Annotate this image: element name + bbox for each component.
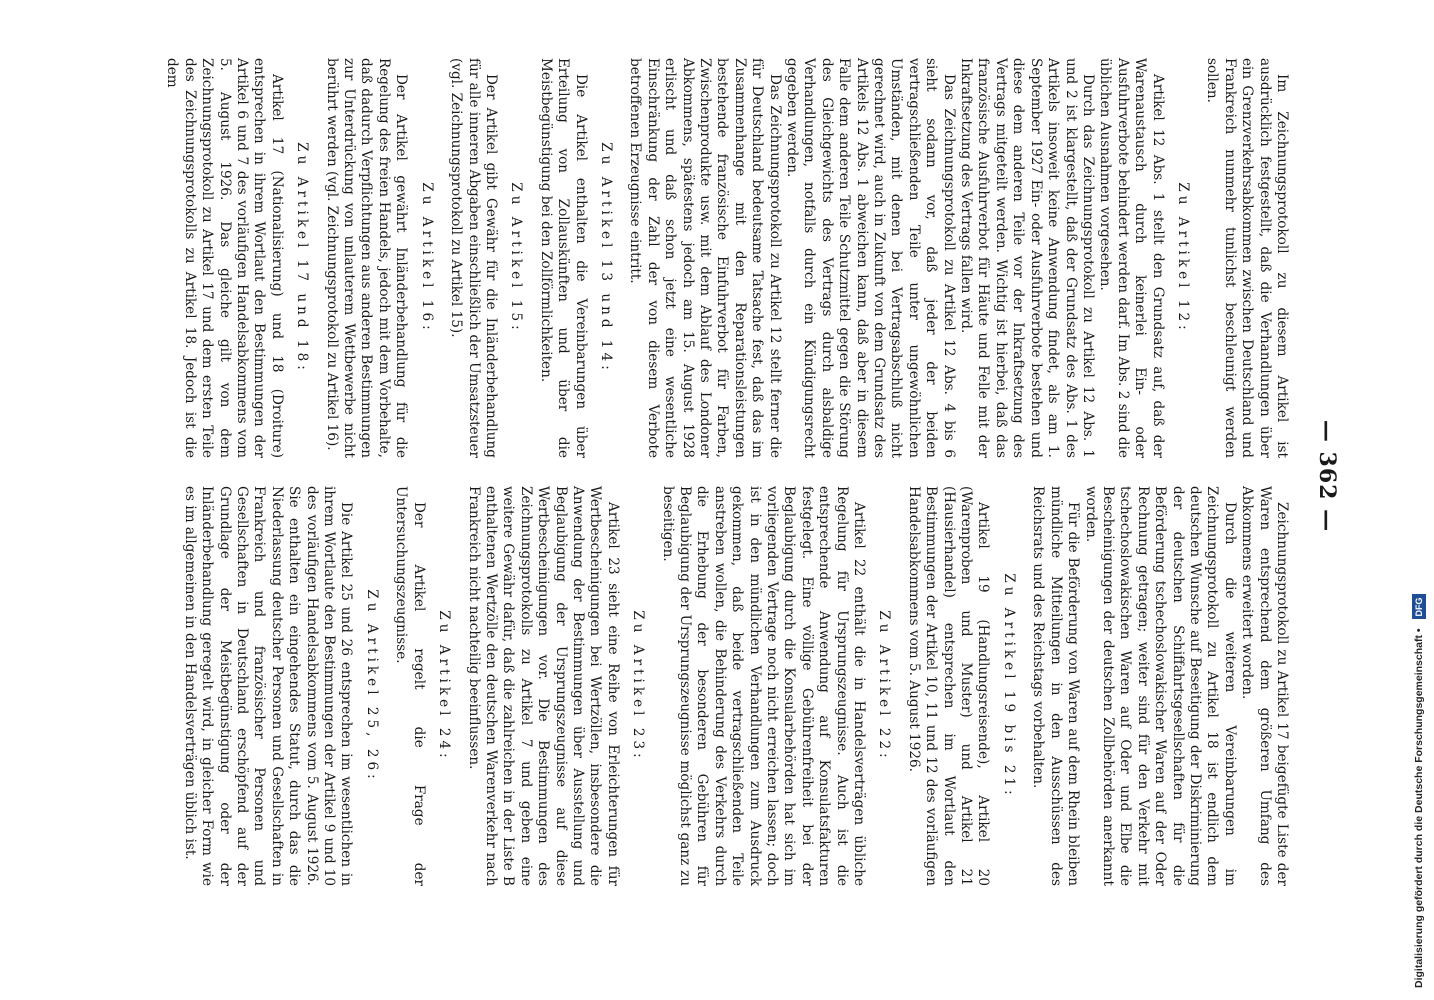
section-heading: Zu Artikel 13 und 14: <box>597 142 614 374</box>
section-heading: Zu Artikel 22: <box>876 610 893 762</box>
paragraph: Der Artikel regelt die Frage der Untersuchungszeugnisse. <box>393 486 427 886</box>
document-page <box>130 46 1360 906</box>
paragraph: Der Artikel gibt Gewähr für die Inländerbehandlung für alle inneren Abgaben einschließlich der Umsatzsteuer (vgl. Zeichnungsprotokoll zu Artikel 15). <box>448 58 499 458</box>
paragraph: Durch die weiteren Vereinbarungen im Zeichnungsprotokoll zu Artikel 18 ist endlich dem deutschen Wunsche auf Beseitigung der Diskriminierung der deutschen Schiffahrtsgesellschaften für die Beförderung tschechoslowakischer Waren auf der Oder Rechnung getragen; weiter sind für den Verkehr mit tschechoslowakischen Waren auf Oder und Elbe die Bescheinigungen der deutschen Zollbehörden anerkannt worden. <box>1082 486 1238 886</box>
paragraph: Das Zeichnungsprotokoll zu Artikel 12 stellt ferner die für Deutschland bedeutsame Tatsache fest, daß das im Zusammenhange mit den Reparationsleistungen bestehende französische Einfuhrverbot für Farben, Zwischenprodukte usw. mit dem Ablauf des Londoner Abkommens, spätestens jedoch am 15. August 1928 erlischt und daß schon jetzt eine wesentliche Einschränkung der Zahl der von diesem Verbote betroffenen Erzeugnisse eintritt. <box>627 58 783 458</box>
right-column <box>180 486 1290 886</box>
paragraph: Artikel 22 enthält die in Handelsverträgen übliche Regelung für Ursprungszeugnisse. Auch ist die entsprechende Anwendung auf Konsulatsfakturen festgelegt. Eine völlige Gebührenfreiheit bei der Beglaubigung durch die Konsularbehörden hat sich im vorliegenden Vertrage noch nicht erreichen lassen; doch ist in den mündlichen Verhandlungen zum Ausdruck gekommen, daß beide vertragschließenden Teile anstreben wollen, die Behinderung des Verkehrs durch die Erhebung der besonderen Gebühren für Beglaubigung der Ursprungszeugnisse möglichst ganz zu beseitigen. <box>659 486 868 886</box>
dfg-logo-icon: DFG <box>1412 595 1426 620</box>
section-heading: Zu Artikel 15: <box>508 182 525 334</box>
section-heading: Zu Artikel 12: <box>1174 182 1191 334</box>
section-heading: Zu Artikel 25, 26: <box>363 589 380 783</box>
dfg-watermark <box>1410 8 1428 994</box>
left-column <box>163 58 1290 458</box>
paragraph: Der Artikel gewährt Inländerbehandlung für die Regelung des freien Handels, jedoch mit dem Vorbehalte, daß dadurch Verpflichtungen aus anderen Bestimmungen zur Unterdrückung von unlauterem Wettbewerbe nicht berührt werden (vgl. Zeichnungsprotokoll zu Artikel 16). <box>323 58 410 458</box>
section-heading: Zu Artikel 23: <box>630 610 647 762</box>
paragraph: Für die Beförderung von Waren auf dem Rhein bleiben mündliche Mitteilungen in den Ausschüssen des Reichsrats und des Reichstags vorbehalten. <box>1030 486 1082 886</box>
paragraph: Artikel 23 sieht eine Reihe von Erleichterungen für Wertbescheinigungen bei Wertzöllen, insbesondere die Anwendung der Bestimmungen über Ausstellung und Beglaubigung der Ursprungszeugnisse auf diese Wertbescheinigungen vor. Die Bestimmungen des Zeichnungsprotokolls zu Artikel 7 und geben eine weitere Gewähr dafür, daß die zahlreichen in der Liste B enthaltenen Wertzölle den deutschen Warenverkehr nach Frankreich nicht nachteilig beeinflussen. <box>465 486 621 886</box>
section-heading: Zu Artikel 19 bis 21: <box>1000 573 1017 799</box>
paragraph: Artikel 17 (Nationalisierung) und 18 (Droiture) entsprechen in ihrem Wortlaut den Bestimmungen der Artikel 6 und 7 des vorläufigen Handelsabkommens vom 5. August 1926. Das gleiche gilt von dem Zeichnungsprotokoll zu Artikel 17 und dem ersten Teile des Zeichnungsprotokolls zu Artikel 18. Jedoch ist die dem <box>164 58 285 458</box>
watermark-line <box>1410 2 1428 994</box>
paragraph: Durch das Zeichnungsprotokoll zu Artikel 12 Abs. 1 und 2 ist klargestellt, daß der Grundsatz des Abs. 1 des Artikels insoweit keine Anwendung findet, als am 1. September 1927 Ein- oder Ausfuhrverbote bestehen und diese dem anderen Teile vor der Inkraftsetzung des Vertrags mitgeteilt werden. Wichtig ist hierbei, daß das französische Ausfuhrverbot für Häute und Felle mit der Inkraftsetzung des Vertrags fallen wird. <box>958 58 1096 458</box>
page-number: — 362 — <box>1314 419 1340 533</box>
paragraph: Die Artikel enthalten die Vereinbarungen über Erteilung von Zollauskünften und über die Meistbegünstigung bei den Zollförmlichkeiten. <box>537 58 589 458</box>
paragraph: Im Zeichnungsprotokoll zu diesem Artikel ist ausdrücklich festgestellt, daß die Verhandlungen über ein Grenzverkehrsabkommen zwischen Deutschland und Frankreich nunmehr tunlichst beschleunigt werden sollen. <box>1204 58 1290 458</box>
paragraph: Die Artikel 25 und 26 entsprechen im wesentlichen in ihrem Wortlaute den Bestimmungen der Artikel 9 und 10 des vorläufigen Handelsabkommens vom 5. August 1926. Sie enthalten ein eingehendes Statut, durch das die Niederlassung deutscher Personen und Gesellschaften in Frankreich und französischer Personen und Gesellschaften in Deutschland erschöpfend auf der Grundlage der Meistbegünstigung oder der Inländerbehandlung geregelt wird, in gleicher Form wie es im allgemeinen in den Handelsverträgen üblich ist. <box>181 486 355 886</box>
paragraph: Zeichnungsprotokoll zu Artikel 17 beigefügte Liste der Waren entsprechend dem größeren Umfang des Abkommens erweitert worden. <box>1239 486 1290 886</box>
paragraph: Artikel 12 Abs. 1 stellt den Grundsatz auf, daß der Warenaustausch durch keinerlei Ein- oder Ausfuhrverbote behindert werden darf. Im Abs. 2 sind die üblichen Ausnahmen vorgesehen. <box>1097 58 1166 458</box>
section-heading: Zu Artikel 24: <box>436 610 453 762</box>
paragraph: Artikel 19 (Handlungsreisende), Artikel 20 (Warenproben und Muster) und Artikel 21 (Hausierhandel) entsprechen im Wortlaut den Bestimmungen der Artikel 10, 11 und 12 des vorläufigen Handelsabkommens vom 5. August 1926. <box>905 486 992 886</box>
section-heading: Zu Artikel 16: <box>418 182 435 334</box>
paragraph: Das Zeichnungsprotokoll zu Artikel 12 Abs. 4 bis 6 sieht sodann vor, daß jeder der beiden vertragschließenden Teile unter ungewöhnlichen Umständen, mit denen bei Vertragsabschluß nicht gerechnet wird, auch in Zukunft von dem Grundsatz des Artikels 12 Abs. 1 abweichen kann, daß aber in diesem Falle dem anderen Teile Schutzmittel gegen die Störung des Gleichgewichts des Vertrags durch alsbaldige Verhandlungen, notfalls durch ein Kündigungsrecht gegeben werden. <box>784 58 957 458</box>
section-heading: Zu Artikel 17 und 18: <box>294 142 311 374</box>
watermark-text: Digitalisierung gefördert durch die Deutsche Forschungsgemeinschaft • <box>1413 628 1425 988</box>
